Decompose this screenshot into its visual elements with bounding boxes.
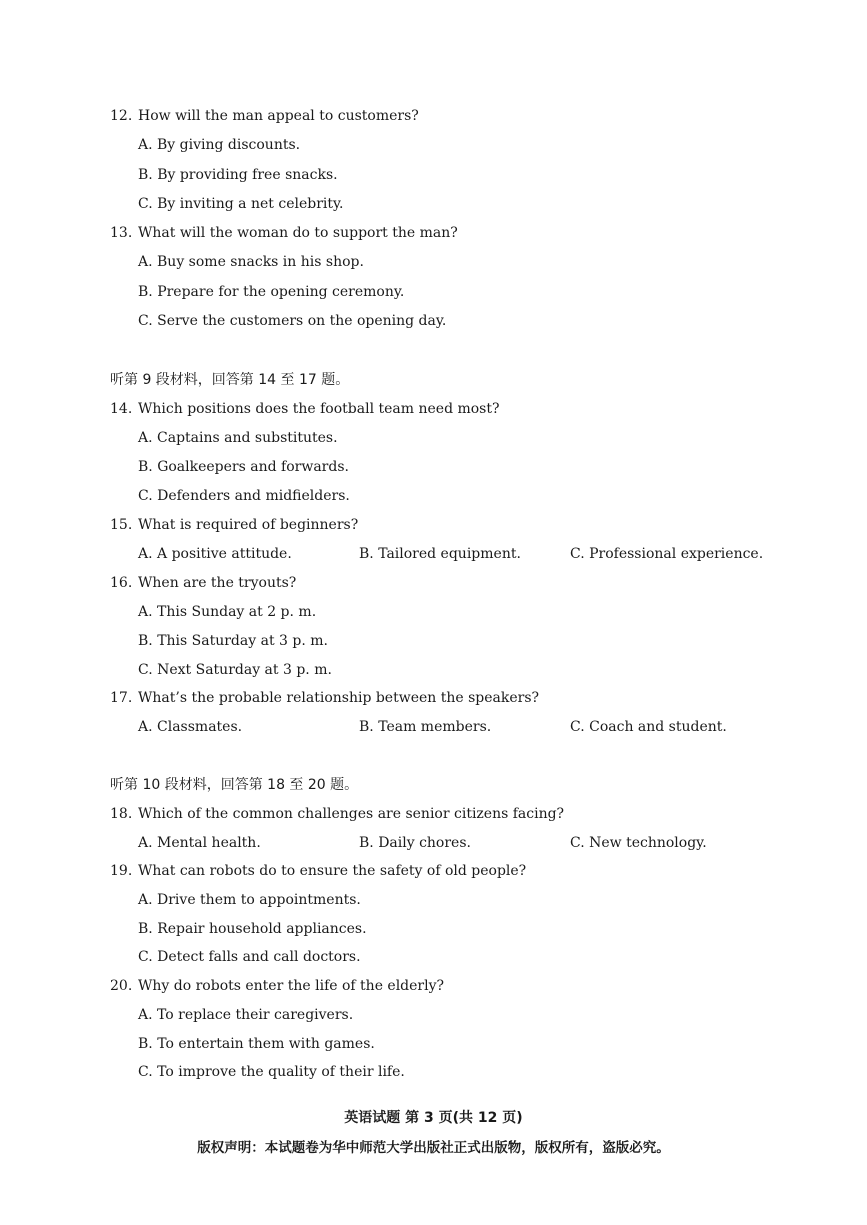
option-b: B. Prepare for the opening ceremony. [138, 284, 405, 300]
option-c: C. Coach and student. [570, 719, 727, 735]
option-c: C. Detect falls and call doctors. [138, 949, 361, 965]
option-a: A. Drive them to appointments. [138, 892, 361, 908]
section-heading: 听第 9 段材料，回答第 14 至 17 题。 [110, 372, 350, 388]
question-stem: What is required of beginners? [138, 517, 359, 533]
question-stem: Which of the common challenges are senior citizens facing? [138, 806, 565, 822]
question-number: 20. [110, 978, 133, 994]
option-c: C. Defenders and midfielders. [138, 488, 350, 504]
option-a: A. Classmates. [138, 719, 243, 735]
option-c: C. Professional experience. [570, 546, 764, 562]
question-number: 14. [110, 401, 133, 417]
option-c: C. Next Saturday at 3 p. m. [138, 662, 332, 678]
option-c: C. New technology. [570, 835, 707, 851]
question-stem: What will the woman do to support the man? [138, 225, 458, 241]
question-number: 18. [110, 806, 133, 822]
question-stem: What’s the probable relationship between the speakers? [138, 690, 540, 706]
copyright-notice: 版权声明：本试题卷为华中师范大学出版社正式出版物，版权所有，盗版必究。 [197, 1140, 670, 1156]
option-b: B. Repair household appliances. [138, 921, 367, 937]
question-stem: Which positions does the football team need most? [138, 401, 500, 417]
option-a: A. A positive attitude. [138, 546, 292, 562]
question-number: 12. [110, 108, 133, 124]
question-stem: When are the tryouts? [138, 575, 297, 591]
option-a: A. Captains and substitutes. [138, 430, 338, 446]
option-b: B. By providing free snacks. [138, 167, 338, 183]
option-c: C. Serve the customers on the opening day. [138, 313, 447, 329]
option-a: A. Buy some snacks in his shop. [138, 254, 364, 270]
option-c: C. By inviting a net celebrity. [138, 196, 344, 212]
question-stem: What can robots do to ensure the safety of old people? [138, 863, 527, 879]
option-b: B. This Saturday at 3 p. m. [138, 633, 328, 649]
option-a: A. Mental health. [138, 835, 261, 851]
option-b: B. To entertain them with games. [138, 1036, 375, 1052]
question-stem: Why do robots enter the life of the elderly? [138, 978, 445, 994]
option-a: A. By giving discounts. [138, 137, 301, 153]
option-a: A. This Sunday at 2 p. m. [138, 604, 317, 620]
question-number: 17. [110, 690, 133, 706]
option-b: B. Goalkeepers and forwards. [138, 459, 349, 475]
option-b: B. Daily chores. [359, 835, 471, 851]
option-b: B. Tailored equipment. [359, 546, 521, 562]
option-b: B. Team members. [359, 719, 492, 735]
page-number-label: 英语试题 第 3 页(共 12 页) [344, 1110, 523, 1126]
question-number: 13. [110, 225, 133, 241]
question-number: 19. [110, 863, 133, 879]
option-a: A. To replace their caregivers. [138, 1007, 354, 1023]
question-number: 16. [110, 575, 133, 591]
question-stem: How will the man appeal to customers? [138, 108, 419, 124]
section-heading: 听第 10 段材料，回答第 18 至 20 题。 [110, 777, 359, 793]
question-number: 15. [110, 517, 133, 533]
option-c: C. To improve the quality of their life. [138, 1064, 405, 1080]
